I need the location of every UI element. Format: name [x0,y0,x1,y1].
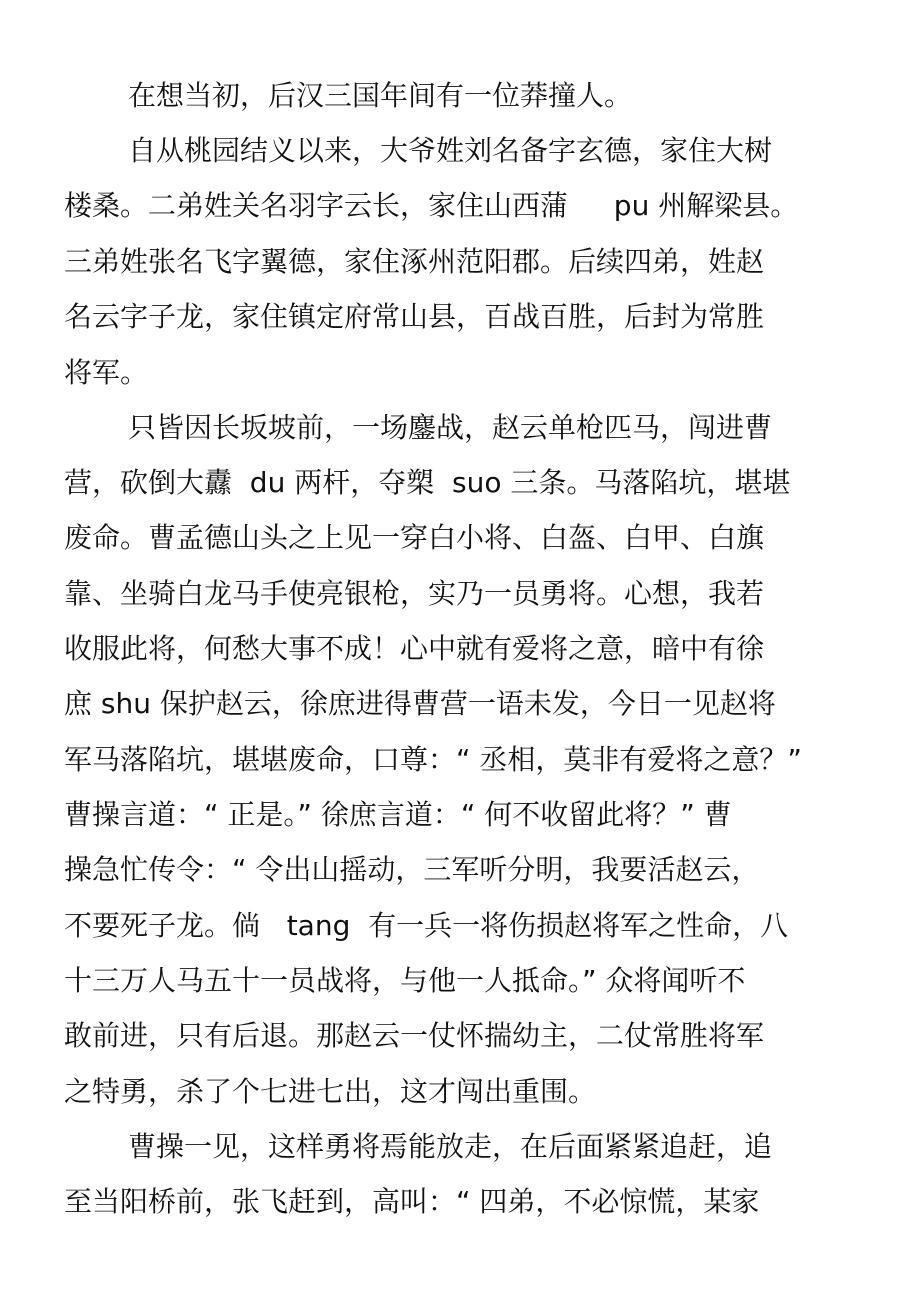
text-line: 十三万人马五十一员战将，与他一人抵命。” 众将闻听不 [64,964,746,997]
text-line: 至当阳桥前，张飞赶到，高叫：“ 四弟，不必惊慌，某家 [64,1185,760,1218]
text-line: 曹操一见，这样勇将焉能放走，在后面紧紧追赶，追 [128,1130,773,1163]
text-line: 营，砍倒大纛 du 两杆，夺槊 suo 三条。马落陷坑，堪堪 [64,466,791,499]
text-line: 曹操言道：“ 正是。” 徐庶言道：“ 何不收留此将？” 曹 [64,798,732,831]
text-line: 楼桑。二弟姓关名羽字云长，家住山西蒲 pu 州解梁县。 [64,189,799,222]
text-line: 只皆因长坂坡前，一场鏖战，赵云单枪匹马，闯进曹 [128,411,773,444]
text-line: 在想当初，后汉三国年间有一位莽撞人。 [128,79,633,112]
text-line: 将军。 [64,356,149,389]
text-line: 收服此将，何愁大事不成！心中就有爱将之意，暗中有徐 [64,632,765,665]
text-line: 靠、坐骑白龙马手使亮银枪，实乃一员勇将。心想，我若 [64,577,765,610]
text-line: 之特勇，杀了个七进七出，这才闯出重围。 [64,1075,597,1108]
text-line: 庶 shu 保护赵云，徐庶进得曹营一语未发，今日一见赵将 [64,687,776,720]
text-line: 不要死子龙。倘 tang 有一兵一将伤损赵将军之性命，八 [64,909,789,942]
text-line: 敢前进，只有后退。那赵云一仗怀揣幼主，二仗常胜将军 [64,1019,765,1052]
text-line: 自从桃园结义以来，大爷姓刘名备字玄德，家住大树 [128,134,773,167]
text-line: 三弟姓张名飞字翼德，家住涿州范阳郡。后续四弟，姓赵 [64,245,765,278]
text-line: 军马落陷坑，堪堪废命，口尊：“ 丞相，莫非有爱将之意？” [64,743,802,776]
text-line: 操急忙传令：“ 令出山摇动，三军听分明，我要活赵云， [64,853,760,886]
text-line: 废命。曹孟德山头之上见一穿白小将、白盔、白甲、白旗 [64,521,765,554]
text-line: 名云字子龙，家住镇定府常山县，百战百胜，后封为常胜 [64,300,765,333]
